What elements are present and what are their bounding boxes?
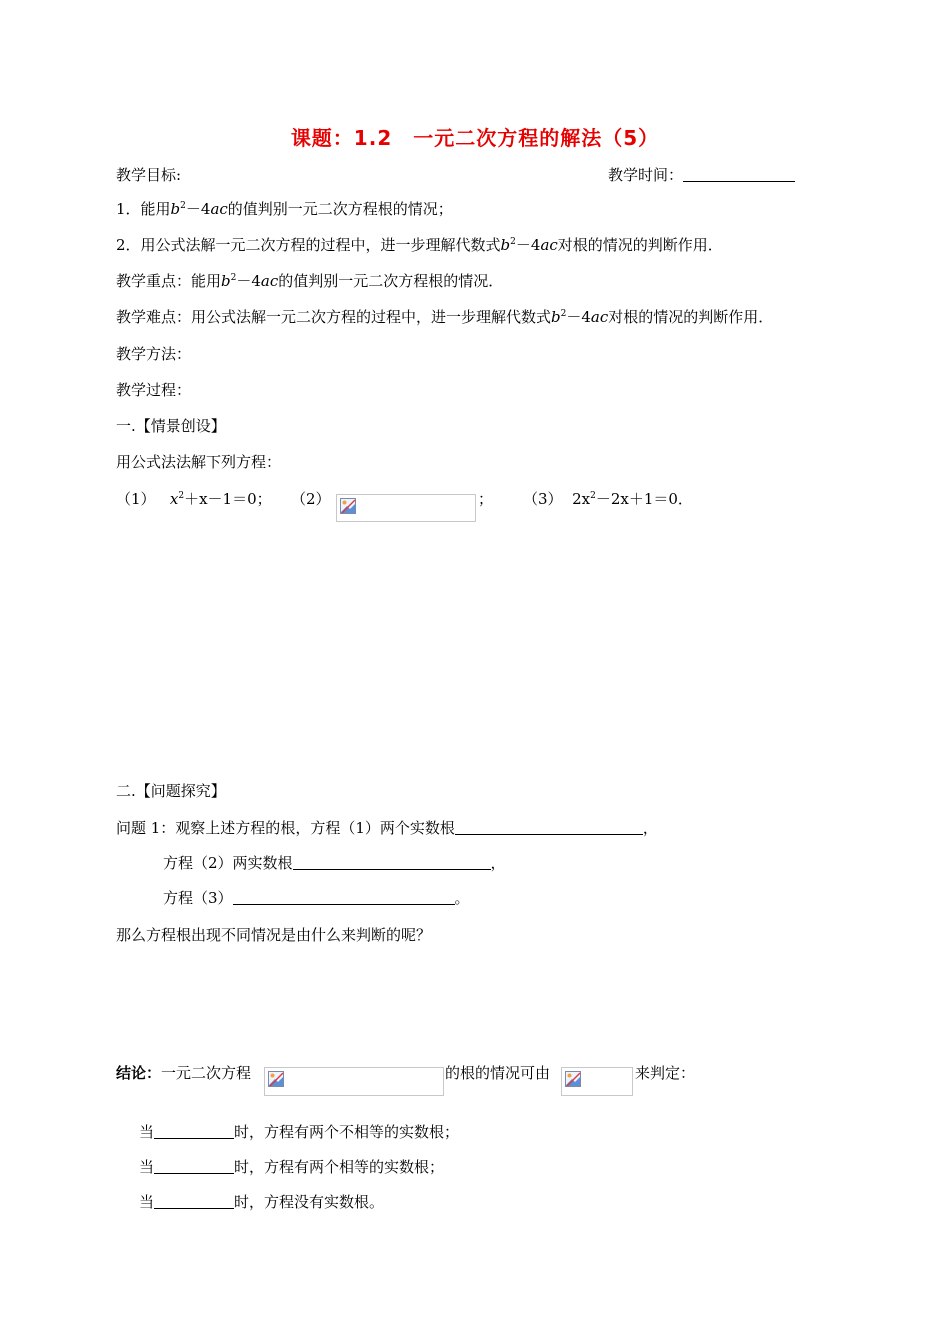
question-2: 方程（2）两实数根 ， [163,854,506,872]
section1-heading: 一.【情景创设】 [116,417,226,435]
equation-image [264,1067,444,1096]
conclusion-text-2: 的根的情况可由 [445,1064,551,1082]
reflection-question: 那么方程根出现不同情况是由什么来判断的呢？ [116,926,432,944]
q2-blank[interactable] [293,855,491,870]
case-3-blank[interactable] [154,1194,234,1209]
eq2-semicolon: ； [478,490,494,508]
section1-instruction: 用公式法法解下列方程： [116,453,282,471]
goal-1: 1．能用$b^2-4ac$的值判别一元二次方程根的情况； [116,200,453,218]
conclusion-label: 结论： [116,1064,162,1082]
case-3: 当 时，方程没有实数根。 [139,1193,385,1211]
broken-image-icon [565,1071,581,1087]
eq3: （3） $2x^2-2x+1=0$． [523,490,693,508]
question-3: 方程（3） 。 [163,889,470,907]
q3-blank[interactable] [233,890,455,905]
conclusion-text-3: 来判定： [635,1064,696,1082]
eq2-image [336,494,476,522]
case-1-blank[interactable] [154,1124,234,1139]
broken-image-icon [340,498,356,514]
q1-blank[interactable] [455,820,643,835]
case-1: 当 时，方程有两个不相等的实数根； [139,1123,460,1141]
conclusion-line: 结论：一元二次方程 [116,1064,252,1082]
difficulty: 教学难点：用公式法解一元二次方程的过程中，进一步理解代数式$b^2-4ac$对根的情况的判断作用． [116,308,774,326]
page-title: 课题：1.2 一元二次方程的解法（5） [290,126,660,150]
process-label: 教学过程： [116,381,192,399]
question-1: 问题 1：观察上述方程的根，方程（1）两个实数根 ， [116,819,658,837]
case-2-blank[interactable] [154,1159,234,1174]
broken-image-icon [268,1071,284,1087]
eq2-label: （2） [291,490,331,508]
case-2: 当 时，方程有两个相等的实数根； [139,1158,445,1176]
section2-heading: 二.【问题探究】 [116,782,226,800]
discriminant-image [561,1067,633,1096]
eq1: （1） $x^2+x-1=0$； [116,490,272,508]
time-blank[interactable] [683,167,795,182]
time-label: 教学时间： [608,166,684,184]
goal-2: 2．用公式法解一元二次方程的过程中，进一步理解代数式$b^2-4ac$对根的情况的判断作用． [116,236,723,254]
time-field [608,165,795,185]
objectives-label: 教学目标: [116,166,182,184]
method-label: 教学方法： [116,345,192,363]
key-point: 教学重点：能用$b^2-4ac$的值判别一元二次方程根的情况． [116,272,504,290]
